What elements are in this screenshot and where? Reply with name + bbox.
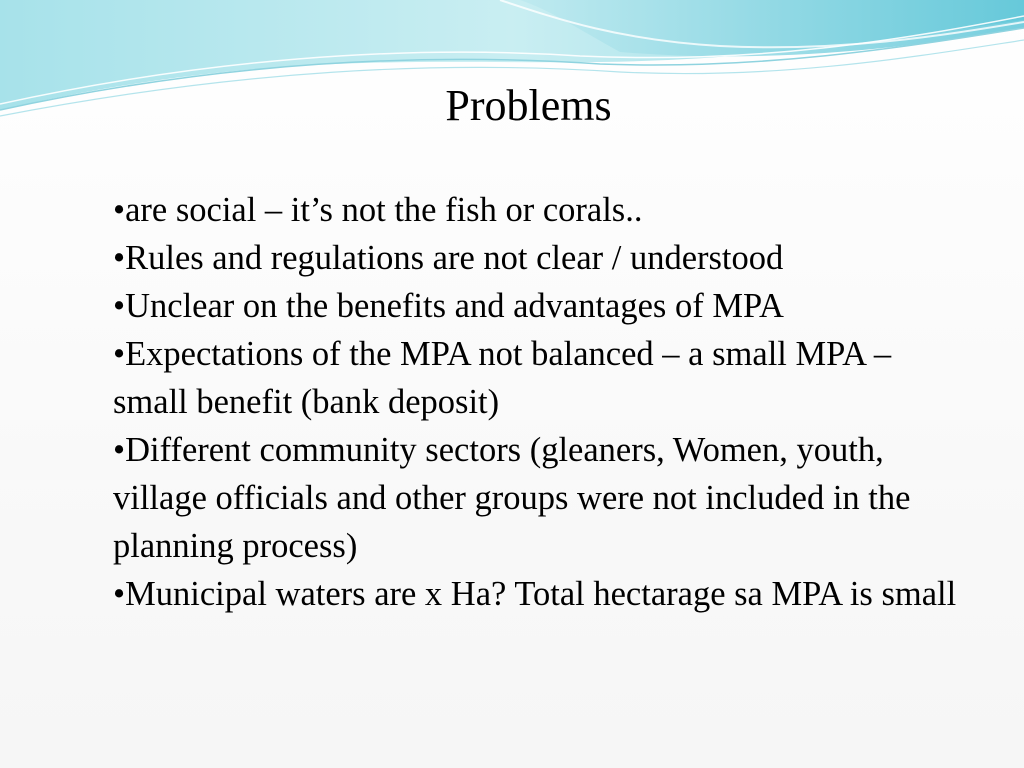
list-item <box>113 330 973 426</box>
bullet-marker: • <box>113 239 126 277</box>
bullet-marker: • <box>113 335 126 373</box>
list-item <box>113 426 973 570</box>
bullet-text: are social – it’s not the fish or corals.. <box>125 191 643 229</box>
list-item <box>113 282 973 330</box>
bullet-text: Municipal waters are x Ha? Total hectarage sa MPA is small <box>125 575 957 613</box>
list-item <box>113 570 973 618</box>
bullet-marker: • <box>113 287 126 325</box>
bullet-marker: • <box>113 431 126 469</box>
bullet-text: Rules and regulations are not clear / understood <box>125 239 784 277</box>
slide-title: Problems <box>445 81 612 130</box>
list-item <box>113 234 973 282</box>
bullet-text: Expectations of the MPA not balanced – a small MPA – small benefit (bank deposit) <box>113 335 892 421</box>
bullet-list <box>113 186 973 618</box>
bullet-text: Different community sectors (gleaners, Women, youth, village officials and other groups were not included in the planning process) <box>113 431 911 565</box>
bullet-marker: • <box>113 575 126 613</box>
bullet-marker: • <box>113 191 126 229</box>
list-item <box>113 186 973 234</box>
bullet-text: Unclear on the benefits and advantages of MPA <box>125 287 784 325</box>
